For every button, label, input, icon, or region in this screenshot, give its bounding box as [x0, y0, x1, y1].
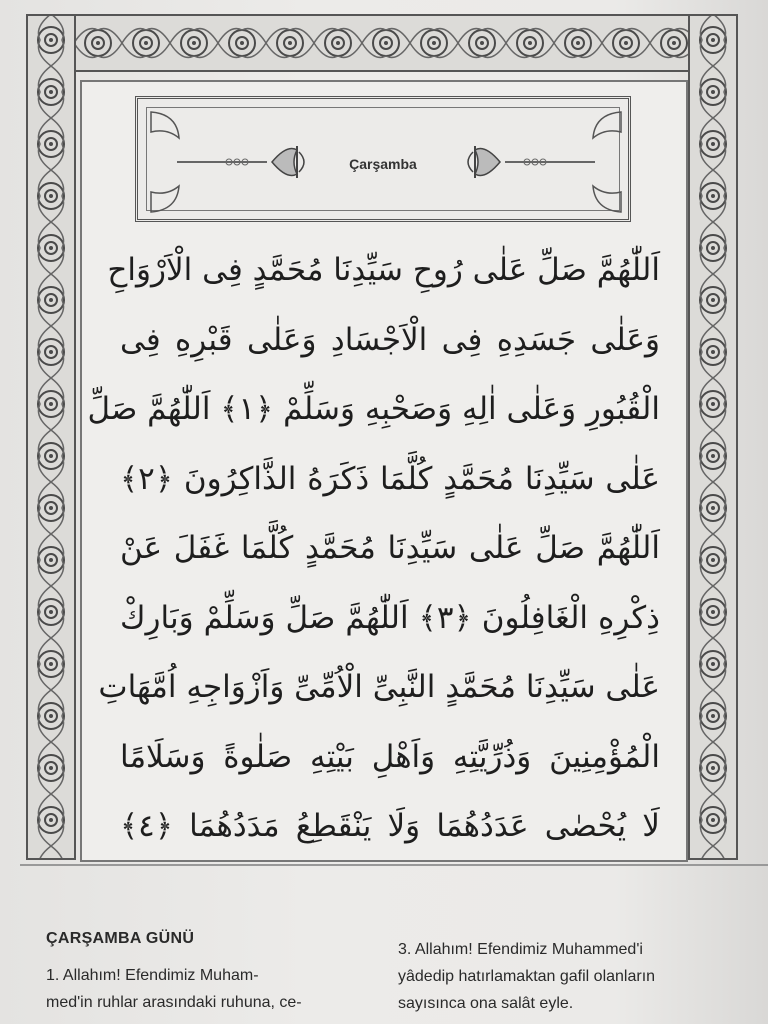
prayer-line: الْمُؤْمِنِينَ وَذُرِّيَّتِهِ وَاَهْلِ بَيْتِهِ صَلٰوةً وَسَلَامًا	[120, 738, 660, 775]
prayer-line: ذِكْرِهِ الْغَافِلُونَ ﴿٣﴾ اَللّٰهُمَّ صَلِّ وَسَلِّمْ وَبَارِكْ	[120, 599, 660, 636]
floral-ornament-icon	[26, 14, 76, 860]
ornament-border-left	[26, 14, 76, 860]
prayer-text	[87, 236, 660, 862]
translation-line: med'in ruhlar arasındaki ruhuna, ce-	[46, 994, 302, 1011]
translation-right-column	[398, 936, 742, 1017]
floral-ornament-icon	[26, 14, 738, 72]
prayer-line: اَللّٰهُمَّ صَلِّ عَلٰى رُوحِ سَيِّدِنَا مُحَمَّدٍ فِى الْاَرْوَاحِ	[107, 252, 660, 288]
page-title: Çarşamba	[349, 156, 417, 172]
translation-line: 1. Allahım! Efendimiz Muham-	[46, 967, 259, 984]
prayer-line: عَلٰى سَيِّدِنَا مُحَمَّدٍ النَّبِىِّ الْاُمِّىِّ وَاَزْوَاجِهِ اُمَّهَاتِ	[98, 669, 660, 705]
ornament-border-right	[688, 14, 738, 860]
prayer-line: لَا يُحْصٰى عَدَدُهُمَا وَلَا يَنْقَطِعُ مَدَدُهُمَا ﴿٤﴾	[120, 808, 660, 844]
prayer-line: وَعَلٰى جَسَدِهِ فِى الْاَجْسَادِ وَعَلٰى قَبْرِهِ فِى	[120, 321, 660, 358]
translation-heading: ÇARŞAMBA GÜNÜ	[46, 930, 195, 947]
translation-left-column	[46, 930, 362, 1016]
translation-line: sayısınca ona salât eyle.	[398, 995, 574, 1012]
page-divider	[20, 864, 768, 866]
prayer-line: عَلٰى سَيِّدِنَا مُحَمَّدٍ كُلَّمَا ذَكَرَهُ الذَّاكِرُونَ ﴿٢﴾	[120, 460, 660, 497]
translation-line: yâdedip hatırlamaktan gafil olanların	[398, 968, 656, 985]
title-inner-frame	[146, 107, 620, 211]
translation-line: 3. Allahım! Efendimiz Muhammed'i	[398, 941, 643, 958]
prayer-line: اَللّٰهُمَّ صَلِّ عَلٰى سَيِّدِنَا مُحَمَّدٍ كُلَّمَا غَفَلَ عَنْ	[120, 530, 660, 566]
title-cartouche	[135, 96, 631, 222]
floral-ornament-icon	[688, 14, 738, 860]
prayer-line: الْقُبُورِ وَعَلٰى اٰلِهِ وَصَحْبِهِ وَسَلِّمْ ﴿١﴾ اَللّٰهُمَّ صَلِّ	[87, 391, 660, 427]
ornament-border-top	[26, 14, 738, 72]
